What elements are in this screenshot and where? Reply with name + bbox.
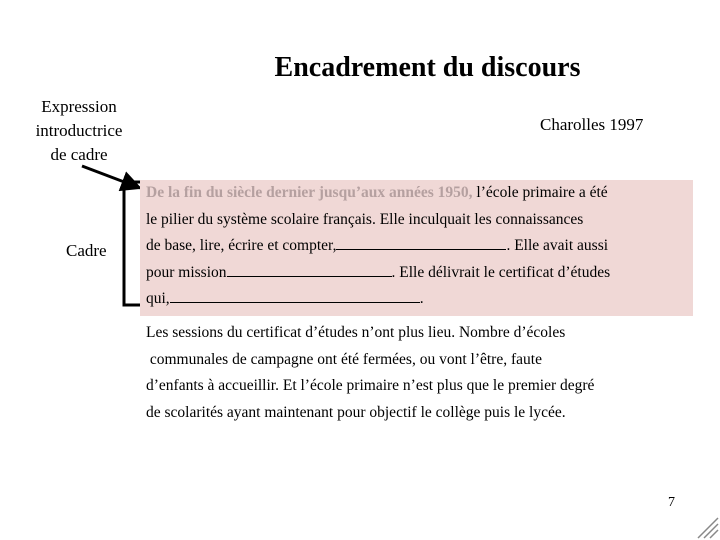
framed-text-span: . Elle avait aussi — [506, 237, 609, 254]
slide-title: Encadrement du discours — [274, 52, 581, 83]
fill-in-blank[interactable] — [170, 288, 420, 303]
page-number: 7 — [668, 495, 675, 510]
framed-text-span: l’école primaire a été — [472, 184, 608, 201]
cadre-label: Cadre — [66, 241, 107, 260]
framed-line — [146, 233, 691, 260]
page-corner-icon — [696, 516, 720, 540]
framing-expression-highlight: De la fin du siècle dernier jusqu’aux années 1950, — [146, 184, 473, 201]
intro-arrow — [82, 166, 140, 188]
framed-text-span: de base, lire, écrire et compter, — [146, 237, 337, 254]
framed-line — [146, 180, 691, 207]
framed-section — [146, 180, 691, 313]
body-line: Les sessions du certificat d’études n’ont plus lieu. Nombre d’écoles — [146, 324, 566, 341]
intro-label-line: Expression — [41, 97, 117, 116]
framed-text-span: qui, — [146, 290, 170, 307]
intro-label-line: de cadre — [50, 145, 108, 164]
framed-line — [146, 260, 691, 287]
intro-label-line: introductrice — [35, 121, 123, 140]
body-line: communales de campagne ont été fermées, ou vont l’être, faute — [146, 350, 542, 368]
body-line: d’enfants à accueillir. Et l’école primaire n’est plus que le premier degré — [146, 377, 595, 394]
fill-in-blank[interactable] — [336, 235, 506, 250]
body-paragraph — [146, 320, 706, 426]
framed-text-span: . — [419, 290, 424, 307]
framed-line — [146, 286, 691, 313]
citation: Charolles 1997 — [540, 115, 644, 134]
body-line: de scolarités ayant maintenant pour objectif le collège puis le lycée. — [146, 403, 566, 421]
framed-line: le pilier du système scolaire français. Elle inculquait les connaissances — [146, 210, 584, 228]
framed-text-span: . Elle délivrait le certificat d’études — [391, 263, 611, 281]
cadre-bracket — [124, 182, 140, 305]
framed-text-span: pour mission — [146, 263, 227, 281]
fill-in-blank[interactable] — [227, 262, 392, 277]
